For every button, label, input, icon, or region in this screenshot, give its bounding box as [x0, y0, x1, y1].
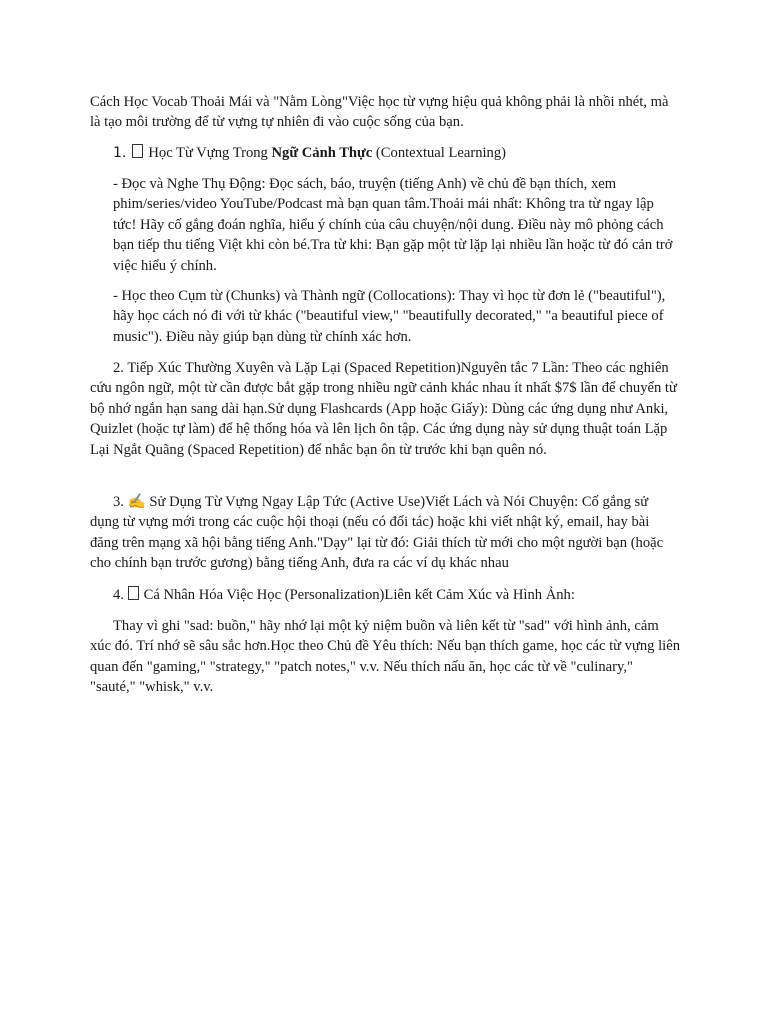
box-glyph-icon	[128, 586, 139, 600]
section-1-title-bold: Ngữ Cảnh Thực	[271, 145, 373, 161]
section-1-number: 1.	[113, 145, 127, 161]
section-1-title-after: (Contextual Learning)	[372, 145, 507, 161]
intro-paragraph: Cách Học Vocab Thoải Mái và "Nằm Lòng"Việc học từ vựng hiệu quả không phải là nhồi nhét, mà là tạo môi trường để từ vựng tự nhiên đi vào cuộc sống của bạn.	[90, 94, 669, 131]
section-4-heading	[90, 585, 680, 605]
section-1-paragraph-1: - Đọc và Nghe Thụ Động: Đọc sách, báo, truyện (tiếng Anh) về chủ đề bạn thích, xem phim/series/video YouTube/Podcast mà bạn quan tâm.Thoải mái nhất: Không tra từ ngay lập tức! Hãy cố gắng đoán nghĩa, hiểu ý chính của câu chuyện/nội dung. Điều này mô phỏng cách bạn tiếp thu tiếng Việt khi còn bé.Tra từ khi: Bạn gặp một từ lặp lại nhiều lần hoặc từ đó cản trở việc hiểu ý chính.	[113, 176, 673, 274]
section-3-paragraph: 3. ✍ Sử Dụng Từ Vựng Ngay Lập Tức (Active Use)Viết Lách và Nói Chuyện: Cố gắng sử dụng từ vựng mới trong các cuộc hội thoại (nếu có đối tác) hoặc khi viết nhật ký, email, hay bài đăng trên mạng xã hội bằng tiếng Anh."Dạy" lại từ đó: Giải thích từ mới cho một người bạn (hoặc cho chính bạn trước gương) bằng tiếng Anh, đưa ra các ví dụ khác nhau	[90, 494, 664, 572]
box-glyph-icon	[132, 144, 143, 158]
section-1-heading	[113, 143, 680, 163]
section-4-number: 4.	[113, 587, 124, 603]
section-4-paragraph: Thay vì ghi "sad: buồn," hãy nhớ lại một kỷ niệm buồn và liên kết từ "sad" với hình ảnh, cảm xúc đó. Trí nhớ sẽ sâu sắc hơn.Học theo Chủ đề Yêu thích: Nếu bạn thích game, học các từ vựng liên quan đến "gaming," "strategy," "patch notes," v.v. Nếu thích nấu ăn, học các từ về "culinary," "sauté," "whisk," v.v.	[90, 618, 681, 696]
section-1-title-before: Học Từ Vựng Trong	[148, 145, 272, 161]
section-2-paragraph: 2. Tiếp Xúc Thường Xuyên và Lặp Lại (Spaced Repetition)Nguyên tắc 7 Lần: Theo các nghiên cứu ngôn ngữ, một từ cần được bắt gặp trong nhiều ngữ cảnh khác nhau ít nhất $7$ lần để chuyển từ bộ nhớ ngắn hạn sang dài hạn.Sử dụng Flashcards (App hoặc Giấy): Dùng các ứng dụng như Anki, Quizlet (hoặc tự làm) để hệ thống hóa và lên lịch ôn tập. Các ứng dụng này sử dụng thuật toán Lặp Lại Ngắt Quãng (Spaced Repetition) để nhắc bạn ôn từ trước khi bạn quên nó.	[90, 360, 677, 458]
section-1-paragraph-2: - Học theo Cụm từ (Chunks) và Thành ngữ (Collocations): Thay vì học từ đơn lẻ ("beautiful"), hãy học cách nó đi với từ khác ("beautiful view," "beautifully decorated," "a beautiful piece of music"). Điều này giúp bạn dùng từ chính xác hơn.	[113, 288, 666, 345]
section-4-title: Cá Nhân Hóa Việc Học (Personalization)Liên kết Cảm Xúc và Hình Ảnh:	[143, 587, 575, 603]
